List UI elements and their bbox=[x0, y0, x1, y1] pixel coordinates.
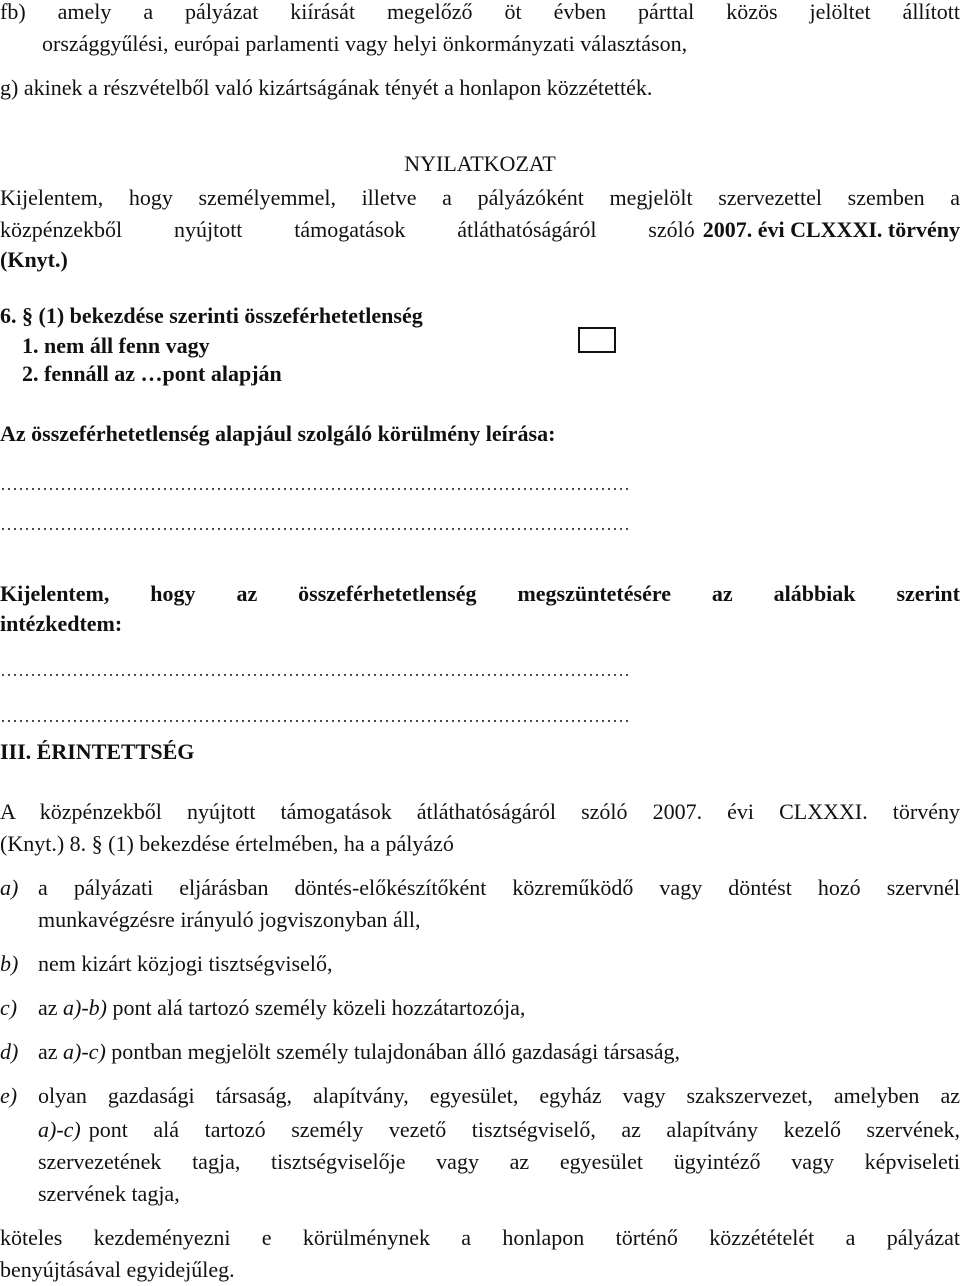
item-e-line-2 bbox=[38, 1114, 960, 1146]
section-3-intro-line-1: A közpénzekből nyújtott támogatások átláthatóságáról szóló 2007. évi CLXXXI. törvény bbox=[0, 799, 960, 824]
item-e-label: e) bbox=[0, 1083, 18, 1108]
declaration-line-2 bbox=[0, 214, 960, 246]
declaration-line-4: 6. § (1) bekezdése szerinti összeférhetetlenség bbox=[0, 303, 423, 328]
closing-line-2: benyújtásával egyidejűleg. bbox=[0, 1257, 235, 1282]
measure-line-2: intézkedtem: bbox=[0, 611, 123, 636]
fb-line-1 bbox=[0, 0, 960, 28]
item-e-line-4: szervének tagja, bbox=[38, 1181, 180, 1206]
section-3-heading: III. ÉRINTETTSÉG bbox=[0, 739, 195, 764]
item-a-line-1: a pályázati eljárásban döntés-előkészítőként közreműködő vagy döntést hozó szervnél bbox=[38, 875, 960, 900]
fb-line-2: országgyűlési, európai parlamenti vagy helyi önkormányzati választáson, bbox=[42, 31, 688, 56]
declaration-line-3: (Knyt.) bbox=[0, 247, 68, 272]
option-checkbox[interactable] bbox=[578, 327, 616, 353]
declaration-title: NYILATKOZAT bbox=[404, 151, 556, 176]
section-3-intro-line-2: (Knyt.) 8. § (1) bekezdése értelmében, ha a pályázó bbox=[0, 831, 454, 856]
item-c-pre: az bbox=[38, 995, 64, 1020]
item-d-pre: az bbox=[38, 1039, 64, 1064]
description-label: Az összeférhetetlenség alapjául szolgáló körülmény leírása: bbox=[0, 421, 556, 446]
g-line: g) akinek a részvételből való kizártságának tényét a honlapon közzétették. bbox=[0, 75, 653, 100]
dotted-line-1: …………………………………………………………………………………………… bbox=[0, 474, 630, 494]
item-e-line-1: olyan gazdasági társaság, alapítvány, egyesület, egyház vagy szakszervezet, amelyben az bbox=[38, 1083, 960, 1108]
item-d-line bbox=[38, 1036, 680, 1068]
item-d-ref: a)-c) bbox=[63, 1039, 106, 1064]
item-c-post: pont alá tartozó személy közeli hozzátartozója, bbox=[107, 995, 526, 1020]
item-e-line-2-text: pont alá tartozó személy vezető tisztségviselő, az alapítvány kezelő szervének, bbox=[88, 1117, 960, 1142]
option-2: 2. fennáll az …pont alapján bbox=[22, 361, 282, 386]
item-c-line bbox=[38, 992, 525, 1024]
dotted-line-4: …………………………………………………………………………………………… bbox=[0, 706, 630, 726]
item-c-label: c) bbox=[0, 995, 18, 1020]
item-e-line-3: szervezetének tagja, tisztségviselője vagy az egyesület ügyintéző vagy képviseleti bbox=[38, 1149, 960, 1174]
dotted-line-2: …………………………………………………………………………………………… bbox=[0, 514, 630, 534]
item-d-label: d) bbox=[0, 1039, 19, 1064]
item-d-post: pontban megjelölt személy tulajdonában álló gazdasági társaság, bbox=[105, 1039, 681, 1064]
option-1: 1. nem áll fenn vagy bbox=[22, 333, 210, 358]
fb-line-1-text: fb) amely a pályázat kiírását megelőző öt évben párttal közös jelöltet állított bbox=[0, 0, 960, 24]
closing-line-1: köteles kezdeményezni e körülménynek a honlapon történő közzétételét a pályázat bbox=[0, 1225, 960, 1250]
declaration-line-2-plain: közpénzekből nyújtott támogatások átláthatóságáról szóló bbox=[0, 217, 695, 242]
item-e-ref: a)-c) bbox=[38, 1117, 81, 1142]
item-a-label: a) bbox=[0, 875, 19, 900]
measure-line-1: Kijelentem, hogy az összeférhetetlenség megszüntetésére az alábbiak szerint bbox=[0, 581, 960, 606]
declaration-law-reference: 2007. évi CLXXXI. törvény bbox=[702, 217, 960, 242]
item-c-ref: a)-b) bbox=[63, 995, 108, 1020]
dotted-line-3: …………………………………………………………………………………………… bbox=[0, 660, 630, 680]
item-b-line-1: nem kizárt közjogi tisztségviselő, bbox=[38, 951, 333, 976]
item-b-label: b) bbox=[0, 951, 19, 976]
declaration-line-1: Kijelentem, hogy személyemmel, illetve a pályázóként megjelölt szervezettel szemben a bbox=[0, 185, 960, 210]
item-a-line-2: munkavégzésre irányuló jogviszonyban áll, bbox=[38, 907, 421, 932]
